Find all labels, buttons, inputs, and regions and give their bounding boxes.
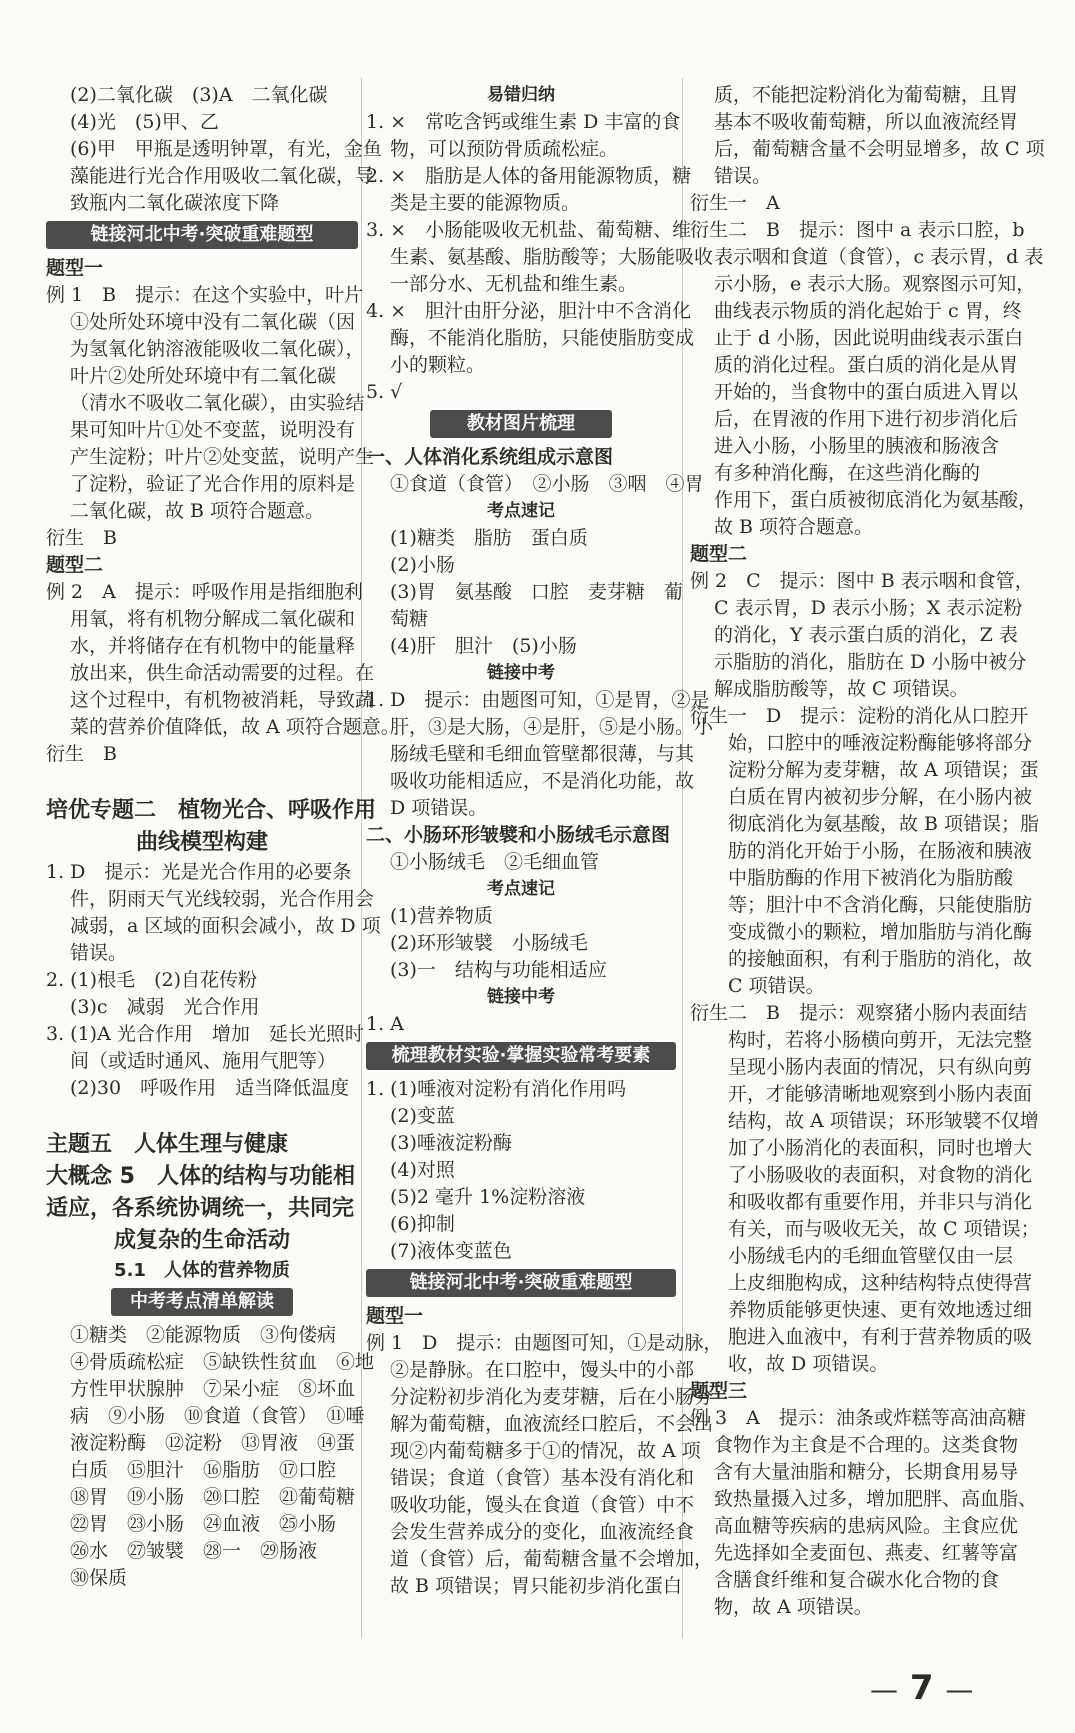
text-line: 衍生 B: [46, 743, 117, 765]
text-line: (5)2 毫升 1%淀粉溶液: [390, 1186, 586, 1208]
section-banner: 链接河北中考·突破重难题型: [46, 221, 358, 249]
section-banner: 链接河北中考·突破重难题型: [366, 1269, 676, 1297]
text-line: C 项错误。: [728, 975, 825, 997]
section-title: 适应，各系统协调统一，共同完: [46, 1196, 355, 1221]
section-title: 主题五 人体生理与健康: [46, 1132, 289, 1157]
text-line: 2. × 脂肪是人体的备用能源物质，糖: [366, 165, 692, 187]
text-line: 1. A: [366, 1013, 404, 1035]
text-line: 进入小肠，小肠里的胰液和肠液含: [714, 435, 1000, 457]
text-line: 等；胆汁中不含消化酶，只能使脂肪: [728, 894, 1033, 916]
text-line: 二、小肠环形皱襞和小肠绒毛示意图: [366, 824, 671, 846]
text-line: ②是静脉。在口腔中，馒头中的小部: [390, 1359, 695, 1381]
text-line: 止于 d 小肠，因此说明曲线表示蛋白: [714, 327, 1024, 349]
text-line: 肠绒毛壁和毛细血管壁都很薄，与其: [390, 743, 695, 765]
text-line: 1. D 提示：由题图可知，①是胃，②是: [366, 689, 710, 711]
text-line: 道（食管）后，葡萄糖含量不会增加，: [390, 1548, 714, 1570]
text-line: 肪的消化开始于小肠，在肠液和胰液: [728, 840, 1033, 862]
section-banner: 梳理教材实验·掌握实验常考要素: [366, 1042, 676, 1070]
text-line: (2)30 呼吸作用 适当降低温度: [70, 1077, 350, 1099]
text-line: 衍生一 D 提示：淀粉的消化从口腔开: [690, 705, 1029, 727]
text-line: (2)变蓝: [390, 1105, 455, 1127]
text-line: 题型二: [690, 543, 748, 565]
text-line: (4)对照: [390, 1159, 455, 1181]
text-line: 会发生营养成分的变化，血液流经食: [390, 1521, 695, 1543]
footer-dash-left: —: [870, 1673, 898, 1706]
answer-column-right: [690, 82, 1045, 1621]
text-line: 上皮细胞构成，这种结构特点使得营: [728, 1272, 1033, 1294]
text-line: 萄糖: [390, 608, 429, 630]
text-line: 件，阴雨天气光线较弱，光合作用会: [70, 888, 375, 910]
text-line: ①糖类 ②能源物质 ③佝偻病: [70, 1324, 337, 1346]
text-line: ①处所处环境中没有二氧化碳（因: [70, 311, 356, 333]
text-line: ④骨质疏松症 ⑤缺铁性贫血 ⑥地: [70, 1351, 375, 1373]
text-line: 题型二: [46, 554, 104, 576]
text-line: (4)肝 胆汁 (5)小肠: [390, 635, 577, 657]
text-line: (6)抑制: [390, 1213, 455, 1235]
text-line: 基本不吸收葡萄糖，所以血液流经胃: [714, 111, 1019, 133]
text-line: 开始的，当食物中的蛋白质进入胃以: [714, 381, 1019, 403]
text-line: 二氧化碳，故 B 项符合题意。: [70, 500, 325, 522]
text-line: 作用下，蛋白质被彻底消化为氨基酸，: [714, 489, 1038, 511]
footer-dash-right: —: [945, 1673, 974, 1706]
text-line: 衍生二 B 提示：观察猪小肠内表面结: [690, 1002, 1027, 1024]
text-line: 果可知叶片①处不变蓝，说明没有: [70, 419, 356, 441]
section-title: 曲线模型构建: [135, 830, 268, 855]
text-line: 呈现小肠内表面的情况，只有纵向剪: [728, 1056, 1033, 1078]
text-line: (4)光 (5)甲、乙: [70, 111, 219, 133]
text-line: 解为葡萄糖，血液流经口腔后，不会出: [390, 1413, 714, 1435]
text-line: 吸收功能相适应，不是消化功能，故: [390, 770, 695, 792]
text-line: (1)糖类 脂肪 蛋白质: [390, 527, 588, 549]
text-line: 构时，若将小肠横向剪开，无法完整: [728, 1029, 1033, 1051]
text-line: 吸收功能，馒头在食道（食管）中不: [390, 1494, 695, 1516]
text-line: 4. × 胆汁由肝分泌，胆汁中不含消化: [366, 300, 692, 322]
text-line: 解成脂肪酸等，故 C 项错误。: [714, 678, 969, 700]
text-line: 加了小肠消化的表面积，同时也增大: [728, 1137, 1033, 1159]
page-footer: [870, 1668, 973, 1708]
text-line: 质的消化过程。蛋白质的消化是从胃: [714, 354, 1019, 376]
page-number: 7: [909, 1668, 934, 1708]
text-line: 了小肠吸收的表面积，对食物的消化: [728, 1164, 1033, 1186]
text-line: 产生淀粉；叶片②处变蓝，说明产生: [70, 446, 375, 468]
text-line: 曲线表示物质的消化起始于 c 胃，终: [714, 300, 1022, 322]
text-line: 一、人体消化系统组成示意图: [366, 446, 614, 468]
text-line: 小肠绒毛内的毛细血管壁仅由一层: [728, 1245, 1014, 1267]
text-line: 用氧，将有机物分解成二氧化碳和: [70, 608, 356, 630]
text-line: 示小肠，e 表示大肠。观察图示可知，: [714, 273, 1036, 295]
text-line: [46, 768, 358, 795]
text-line: (3)一 结构与功能相适应: [390, 959, 607, 981]
text-line: 生素、氨基酸、脂肪酸等；大肠能吸收: [390, 246, 714, 268]
text-line: 衍生一 A: [690, 192, 780, 214]
text-line: C 表示胃，D 表示小肠；X 表示淀粉: [714, 597, 1023, 619]
text-line: (2)环形皱襞 小肠绒毛: [390, 932, 588, 954]
text-line: (3)c 减弱 光合作用: [70, 996, 260, 1018]
text-line: （清水不吸收二氧化碳），由实验结: [70, 392, 365, 414]
text-line: 现②内葡萄糖多于①的情况，故 A 项: [390, 1440, 701, 1462]
text-line: (2)二氧化碳 (3)A 二氧化碳: [70, 84, 328, 106]
text-line: 含膳食纤维和复合碳水化合物的食: [714, 1569, 1000, 1591]
text-line: 故 B 项符合题意。: [714, 516, 874, 538]
text-line: ①小肠绒毛 ②毛细血管: [390, 851, 600, 873]
text-line: ①食道（食管） ②小肠 ③咽 ④胃: [390, 473, 704, 495]
text-line: 高血糖等疾病的患病风险。主食应优: [714, 1515, 1019, 1537]
text-line: 的消化，Y 表示蛋白质的消化，Z 表: [714, 624, 1018, 646]
text-line: 5. √: [366, 381, 403, 403]
text-line: 液淀粉酶 ⑫淀粉 ⑬胃液 ⑭蛋: [70, 1432, 356, 1454]
text-line: 2. (1)根毛 (2)自花传粉: [46, 969, 257, 991]
text-line: (2)小肠: [390, 554, 455, 576]
text-line: 例 1 D 提示：由题图可知，①是动脉，: [366, 1332, 723, 1354]
text-line: 放出来，供生命活动需要的过程。在: [70, 662, 375, 684]
text-line: 了淀粉，验证了光合作用的原料是: [70, 473, 356, 495]
text-line: 菜的营养价值降低，故 A 项符合题意。: [70, 716, 400, 738]
text-line: 链接中考: [487, 663, 555, 683]
text-line: 考点速记: [487, 879, 555, 899]
section-title: 成复杂的生命活动: [113, 1228, 290, 1253]
section-banner: 中考考点清单解读: [111, 1288, 294, 1316]
text-line: 示脂肪的消化，脂肪在 D 小肠中被分: [714, 651, 1027, 673]
text-line: 质，不能把淀粉消化为葡萄糖，且胃: [714, 84, 1019, 106]
text-line: 开，才能够清晰地观察到小肠内表面: [728, 1083, 1033, 1105]
text-line: ⑱胃 ⑲小肠 ⑳口腔 ㉑葡萄糖: [70, 1486, 356, 1508]
text-line: 题型一: [46, 257, 104, 279]
text-line: 始，口腔中的唾液淀粉酶能够将部分: [728, 732, 1033, 754]
text-line: 物，故 A 项错误。: [714, 1596, 873, 1618]
text-line: 有多种消化酶，在这些消化酶的: [714, 462, 981, 484]
text-line: 衍生 B: [46, 527, 117, 549]
section-title: 培优专题二 植物光合、呼吸作用: [46, 798, 377, 823]
text-line: 1. × 常吃含钙或维生素 D 丰富的食: [366, 111, 681, 133]
text-line: 题型一: [366, 1305, 424, 1327]
answer-column-left: [46, 82, 400, 1592]
text-line: 为氢氧化钠溶液能吸收二氧化碳），: [70, 338, 365, 360]
text-line: (7)液体变蓝色: [390, 1240, 512, 1262]
text-line: 中脂肪酶的作用下被消化为脂肪酸: [728, 867, 1014, 889]
text-line: 肝，③是大肠，④是肝，⑤是小肠。小: [390, 716, 714, 738]
text-line: [46, 1102, 358, 1129]
text-line: 1. D 提示：光是光合作用的必要条: [46, 861, 352, 883]
text-line: 彻底消化为氨基酸，故 B 项错误；脂: [728, 813, 1040, 835]
text-line: 藻能进行光合作用吸收二氧化碳，导: [70, 165, 375, 187]
text-line: 题型三: [690, 1380, 748, 1402]
text-line: 叶片②处所处环境中有二氧化碳: [70, 365, 337, 387]
text-line: (3)胃 氨基酸 口腔 麦芽糖 葡: [390, 581, 683, 603]
text-line: 小的颗粒。: [390, 354, 486, 376]
text-line: (1)营养物质: [390, 905, 493, 927]
text-line: 错误。: [70, 942, 128, 964]
text-line: 故 B 项错误；胃只能初步消化蛋白: [390, 1575, 683, 1597]
text-line: 病 ⑨小肠 ⑩食道（食管） ⑪唾: [70, 1405, 365, 1427]
text-line: 1. (1)唾液对淀粉有消化作用吗: [366, 1078, 627, 1100]
text-line: 淀粉分解为麦芽糖，故 A 项错误；蛋: [728, 759, 1039, 781]
text-line: 考点速记: [487, 501, 555, 521]
text-line: 白质 ⑮胆汁 ⑯脂肪 ⑰口腔: [70, 1459, 337, 1481]
text-line: 3. (1)A 光合作用 增加 延长光照时: [46, 1023, 364, 1045]
text-line: ㉚保质: [70, 1567, 128, 1589]
text-line: 减弱，a 区域的面积会减小，故 D 项: [70, 915, 381, 937]
text-line: 衍生二 B 提示：图中 a 表示口腔，b: [690, 219, 1025, 241]
text-line: 链接中考: [487, 987, 555, 1007]
text-line: 养物质能够更快速、更有效地透过细: [728, 1299, 1033, 1321]
text-line: 表示咽和食道（食管），c 表示胃，d 表: [714, 246, 1044, 268]
text-line: 分淀粉初步消化为麦芽糖，后在小肠分: [390, 1386, 714, 1408]
text-line: 方性甲状腺肿 ⑦呆小症 ⑧坏血: [70, 1378, 356, 1400]
section-title: 大概念 5 人体的结构与功能相: [46, 1164, 355, 1189]
text-line: ㉖水 ㉗皱襞 ㉘一 ㉙肠液: [70, 1540, 318, 1562]
text-line: 致热量摄入过多，增加肥胖、高血脂、: [714, 1488, 1038, 1510]
text-line: 有关，而与吸收无关，故 C 项错误；: [728, 1218, 1040, 1240]
text-line: 后，在胃液的作用下进行初步消化后: [714, 408, 1019, 430]
text-line: 这个过程中，有机物被消耗，导致蔬: [70, 689, 375, 711]
section-title: 5.1 人体的营养物质: [114, 1260, 290, 1281]
text-line: 错误。: [714, 165, 772, 187]
text-line: 3. × 小肠能吸收无机盐、葡萄糖、维: [366, 219, 692, 241]
text-line: 先选择如全麦面包、燕麦、红薯等富: [714, 1542, 1019, 1564]
text-line: 胞进入血液中，有利于营养物质的吸: [728, 1326, 1033, 1348]
text-line: 和吸收都有重要作用，并非只与消化: [728, 1191, 1033, 1213]
text-line: 例 3 A 提示：油条或炸糕等高油高糖: [690, 1407, 1026, 1429]
text-line: 酶，不能消化脂肪，只能使脂肪变成: [390, 327, 695, 349]
text-line: 含有大量油脂和糖分，长期食用易导: [714, 1461, 1019, 1483]
text-line: 例 2 A 提示：呼吸作用是指细胞利: [46, 581, 363, 603]
text-line: (3)唾液淀粉酶: [390, 1132, 512, 1154]
text-line: 收，故 D 项错误。: [728, 1353, 889, 1375]
text-line: 后，葡萄糖含量不会明显增多，故 C 项: [714, 138, 1045, 160]
text-line: 例 2 C 提示：图中 B 表示咽和食管，: [690, 570, 1034, 592]
text-line: 的接触面积，有利于脂肪的消化，故: [728, 948, 1033, 970]
text-line: 食物作为主食是不合理的。这类食物: [714, 1434, 1019, 1456]
text-line: 易错归纳: [487, 85, 555, 105]
text-line: 间（或适时通风、施用气肥等）: [70, 1050, 337, 1072]
text-line: 一部分水、无机盐和维生素。: [390, 273, 638, 295]
text-line: 例 1 B 提示：在这个实验中，叶片: [46, 284, 364, 306]
section-banner: 教材图片梳理: [430, 410, 612, 438]
text-line: 结构，故 A 项错误；环形皱襞不仅增: [728, 1110, 1039, 1132]
text-line: 致瓶内二氧化碳浓度下降: [70, 192, 280, 214]
text-line: 错误；食道（食管）基本没有消化和: [390, 1467, 695, 1489]
text-line: 水，并将储存在有机物中的能量释: [70, 635, 356, 657]
text-line: 变成微小的颗粒，增加脂肪与消化酶: [728, 921, 1033, 943]
text-line: 类是主要的能源物质。: [390, 192, 581, 214]
text-line: 白质在胃内被初步分解，在小肠内被: [728, 786, 1033, 808]
text-line: (6)甲 甲瓶是透明钟罩，有光，金鱼: [70, 138, 382, 160]
text-line: 物，可以预防骨质疏松症。: [390, 138, 619, 160]
text-line: D 项错误。: [390, 797, 488, 819]
text-line: ㉒胃 ㉓小肠 ㉔血液 ㉕小肠: [70, 1513, 337, 1535]
